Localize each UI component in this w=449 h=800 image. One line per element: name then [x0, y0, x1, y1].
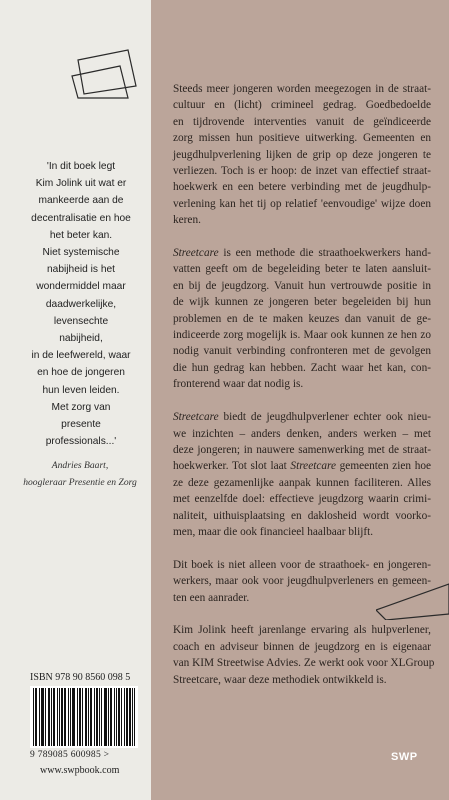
paragraph-line: Dit boek is niet alleen voor de straathoek- en jongeren-: [173, 558, 431, 571]
quote-attribution: [10, 457, 150, 491]
paragraph-line: hoekwerker. Tot slot laat Streetcare gemeenten zien hoe: [173, 460, 431, 473]
paragraph-line: deze jongeren; in nauwere samenwerking met de straat-: [173, 443, 431, 456]
quote-line: Kim Jolink uit wat er: [35, 178, 127, 190]
website-url: www.swpbook.com: [40, 765, 120, 776]
quote-line: Met zorg van: [51, 401, 111, 413]
paragraph-line: we inzichten – anders denken, anders werken – met: [173, 427, 431, 440]
paragraph-benefits: [173, 409, 431, 540]
paragraph-line: Streetcare biedt de jeugdhulpverlener echter ook nieu-: [173, 411, 431, 424]
paragraph-line: van KIM Streetwise Advies. Ze werkt ook voor XLGroup: [173, 657, 435, 670]
quote-line: levensechte: [53, 315, 109, 327]
back-cover-text: [173, 81, 435, 704]
barcode-number: 9 789085 600985 >: [30, 750, 110, 760]
quote-line: 'In dit boek legt: [46, 161, 116, 172]
paragraph-author-bio: [173, 622, 435, 688]
paragraph-line: keren.: [173, 214, 201, 227]
quote-line: wondermiddel maar: [36, 281, 126, 293]
paragraph-line: hoekwerk en een betere verbinding met de jeugdhulp-: [173, 181, 431, 194]
paragraph-line: ten een aanrader.: [173, 591, 250, 604]
quote-author: Andries Baart,: [51, 460, 109, 471]
paragraph-line: en bij de jeugdzorg. Vanuit hun vertrouwde positie in: [173, 279, 431, 292]
quote-line: daadwerkelijke,: [45, 298, 117, 310]
paragraph-line: verlening kan het tij op relatief 'eenvoudige' wijze doen: [173, 197, 431, 210]
paragraph-audience: [173, 557, 431, 606]
paragraph-line: Kim Jolink heeft jarenlange ervaring als hulpverlener,: [173, 624, 431, 637]
quote-line: nabijheid is het: [47, 264, 115, 276]
paragraph-line: indiceerde zorg mogelijk is. Maar ook kunnen ze hen zo: [173, 329, 431, 342]
quote-line: het beter kan.: [49, 229, 113, 241]
barcode: [30, 686, 138, 748]
quote-line: presente: [61, 419, 101, 431]
paragraph-method: [173, 245, 431, 393]
quote-line: hun leven leiden.: [42, 384, 120, 396]
quote-line: professionals...': [45, 436, 117, 448]
decorative-frames-top: [70, 48, 150, 100]
paragraph-line: ze deze gezamenlijke aanpak kunnen faciliteren. Alles: [173, 476, 431, 489]
paragraph-line: vatten geeft om de begeleiding beter te laten aansluit-: [173, 263, 431, 276]
publisher-logo: SWP: [391, 751, 418, 763]
paragraph-intro: [173, 81, 431, 229]
paragraph-line: cultuur en (licht) crimineel gedrag. Goedbedoelde: [173, 99, 431, 112]
quote-line: in de leefwereld, waar: [31, 350, 131, 362]
paragraph-line: coach en adviseur binnen de jeugdzorg en is eigenaar: [173, 640, 431, 653]
paragraph-line: verliezen. Toch is er hoop: de inzet van effectief straat-: [173, 165, 431, 178]
paragraph-line: men, maar die ook financieel haalbaar blijft.: [173, 525, 374, 538]
paragraph-line: fronterend waar dat nodig is.: [173, 378, 304, 391]
paragraph-line: met eenzelfde doel: effectieve jeugdzorg waarin crimi-: [173, 493, 431, 506]
paragraph-line: zorg missen hun positieve uitwerking. Gemeenten en: [173, 132, 431, 145]
quote-line: mankeerde aan de: [38, 195, 124, 207]
paragraph-line: naliteit, uithuisplaatsing en daklosheid wordt voorko-: [173, 509, 431, 522]
paragraph-line: die hun gedrag kan hebben. Zacht waar het kan, con-: [173, 361, 431, 374]
paragraph-line: problemen en de te maken keuzes dan vanuit de ge-: [173, 312, 431, 325]
paragraph-line: Steeds meer jongeren worden meegezogen in de straat-: [173, 83, 431, 95]
paragraph-line: nodig vanuit verbinding confronteren met de gevolgen: [173, 345, 431, 358]
quote-line: Niet systemische: [42, 247, 120, 259]
quote-author-role: hoogleraar Presentie en Zorg: [23, 477, 137, 488]
paragraph-line: Streetcare is een methode die straathoekwerkers hand-: [173, 247, 431, 260]
quote-line: decentralisatie en hoe: [31, 212, 131, 224]
paragraph-line: en tijdrovende interventies vanuit de geïndiceerde: [173, 115, 431, 128]
paragraph-line: jeugdhulpverlening lijken de grip op deze jongeren te: [173, 148, 431, 161]
quote-line: en hoe de jongeren: [37, 367, 125, 379]
isbn-label: ISBN 978 90 8560 098 5: [30, 672, 131, 683]
quote-line: nabijheid,: [59, 333, 103, 345]
pull-quote: [14, 158, 148, 450]
paragraph-line: Streetcare, waar deze methodiek ontwikkeld is.: [173, 673, 387, 686]
paragraph-line: de wijk kunnen ze jongeren beter begeleiden bij hun: [173, 296, 431, 309]
paragraph-line: werkers, maar ook voor jeugdhulpverleners en gemeen-: [173, 575, 431, 588]
